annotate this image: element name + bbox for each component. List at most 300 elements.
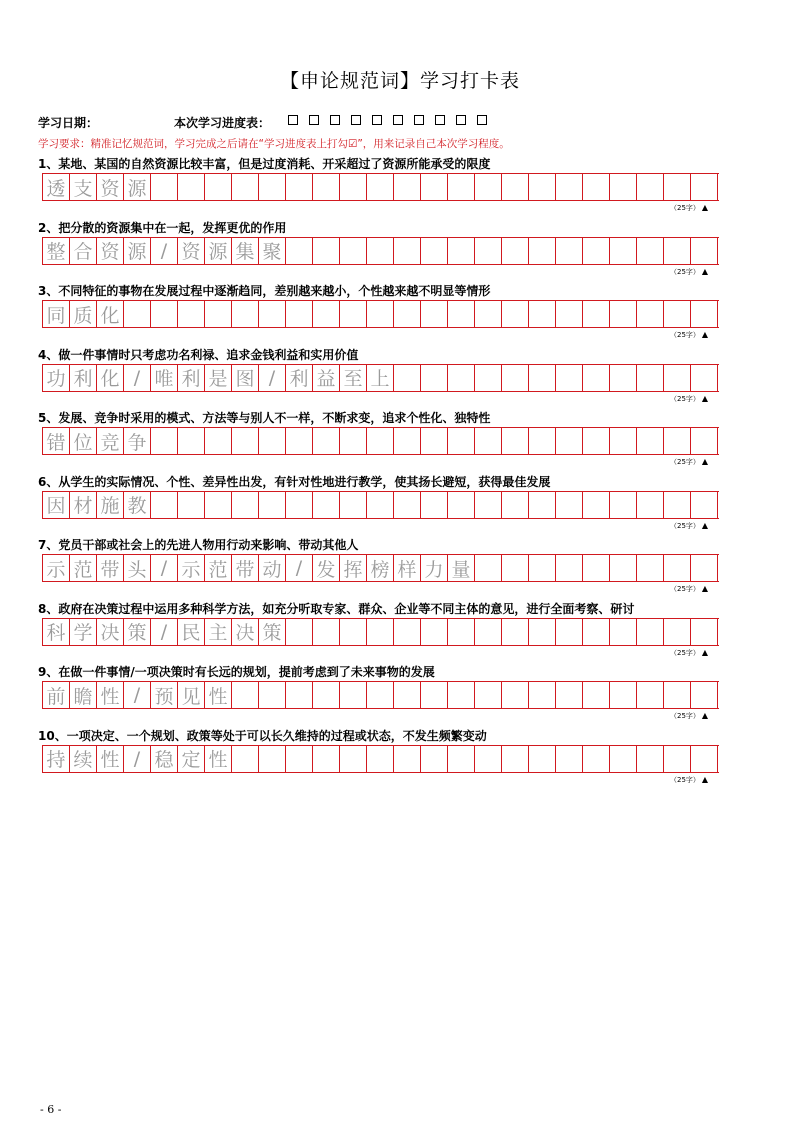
answer-cell[interactable] bbox=[691, 682, 718, 708]
answer-cell[interactable] bbox=[367, 492, 394, 518]
answer-cell[interactable] bbox=[475, 301, 502, 327]
study-requirement: 学习要求：精准记忆规范词，学习完成之后请在“学习进度表上打勾☑”，用来记录自己本次学习程度。 bbox=[38, 138, 510, 150]
answer-cell[interactable] bbox=[151, 174, 178, 200]
answer-cell[interactable] bbox=[394, 492, 421, 518]
answer-cell[interactable] bbox=[502, 746, 529, 772]
answer-cell[interactable] bbox=[637, 682, 664, 708]
answer-cell[interactable]: 施 bbox=[97, 492, 124, 518]
answer-cell[interactable] bbox=[259, 301, 286, 327]
progress-checkbox[interactable] bbox=[330, 115, 340, 125]
answer-cell[interactable] bbox=[205, 492, 232, 518]
answer-cell[interactable] bbox=[367, 238, 394, 264]
char-count-label bbox=[670, 521, 708, 531]
answer-cell[interactable]: / bbox=[151, 619, 178, 645]
answer-cell[interactable]: 带 bbox=[232, 555, 259, 581]
answer-cell[interactable] bbox=[691, 365, 718, 391]
answer-cell[interactable] bbox=[178, 492, 205, 518]
answer-cell[interactable] bbox=[475, 174, 502, 200]
answer-grid bbox=[42, 554, 719, 582]
answer-cell[interactable]: 量 bbox=[448, 555, 475, 581]
answer-cell[interactable] bbox=[421, 619, 448, 645]
answer-cell[interactable] bbox=[637, 746, 664, 772]
char-count-text: （25字） bbox=[670, 331, 700, 339]
answer-cell[interactable]: / bbox=[124, 365, 151, 391]
answer-cell[interactable] bbox=[313, 301, 340, 327]
answer-cell[interactable] bbox=[637, 365, 664, 391]
answer-cell[interactable]: 资 bbox=[178, 238, 205, 264]
answer-cell[interactable]: 图 bbox=[232, 365, 259, 391]
answer-cell[interactable] bbox=[637, 555, 664, 581]
answer-cell[interactable]: / bbox=[151, 555, 178, 581]
answer-cell[interactable] bbox=[394, 301, 421, 327]
answer-cell[interactable] bbox=[529, 428, 556, 454]
answer-grid bbox=[42, 681, 719, 709]
answer-grid bbox=[42, 300, 719, 328]
answer-cell[interactable] bbox=[151, 301, 178, 327]
answer-cell[interactable] bbox=[394, 428, 421, 454]
answer-cell[interactable] bbox=[583, 746, 610, 772]
answer-cell[interactable]: 源 bbox=[205, 238, 232, 264]
answer-cell[interactable] bbox=[394, 682, 421, 708]
answer-cell[interactable] bbox=[286, 682, 313, 708]
answer-cell[interactable] bbox=[556, 682, 583, 708]
answer-cell[interactable] bbox=[583, 682, 610, 708]
answer-cell[interactable]: / bbox=[259, 365, 286, 391]
answer-cell[interactable]: 续 bbox=[70, 746, 97, 772]
question-text: 3、不同特征的事物在发展过程中逐渐趋同，差别越来越小，个性越来越不明显等情形 bbox=[38, 284, 491, 298]
answer-cell[interactable] bbox=[205, 428, 232, 454]
answer-cell[interactable]: 上 bbox=[367, 365, 394, 391]
progress-checkbox[interactable] bbox=[288, 115, 298, 125]
answer-grid bbox=[42, 364, 719, 392]
answer-cell[interactable] bbox=[232, 428, 259, 454]
question-text: 10、一项决定、一个规划、政策等处于可以长久维持的过程或状态，不发生频繁变动 bbox=[38, 728, 487, 743]
answer-cell[interactable] bbox=[691, 238, 718, 264]
char-count-label bbox=[670, 330, 708, 340]
answer-cell[interactable] bbox=[502, 682, 529, 708]
answer-cell[interactable]: 支 bbox=[70, 174, 97, 200]
answer-cell[interactable] bbox=[691, 555, 718, 581]
answer-cell[interactable] bbox=[610, 682, 637, 708]
answer-cell[interactable] bbox=[556, 619, 583, 645]
answer-cell[interactable] bbox=[313, 619, 340, 645]
answer-cell[interactable] bbox=[637, 428, 664, 454]
answer-cell[interactable] bbox=[502, 238, 529, 264]
answer-cell[interactable]: 教 bbox=[124, 492, 151, 518]
progress-checkbox[interactable] bbox=[309, 115, 319, 125]
answer-cell[interactable] bbox=[367, 428, 394, 454]
triangle-marker-icon: ▲ bbox=[701, 330, 709, 339]
answer-cell[interactable]: 性 bbox=[97, 746, 124, 772]
answer-cell[interactable] bbox=[448, 238, 475, 264]
answer-cell[interactable] bbox=[664, 492, 691, 518]
char-count-text: （25字） bbox=[670, 585, 700, 593]
answer-cell[interactable]: 见 bbox=[178, 682, 205, 708]
question-text: 8、政府在决策过程中运用多种科学方法，如充分听取专家、群众、企业等不同主体的意见，进行全面考察、研讨 bbox=[38, 601, 635, 616]
answer-cell[interactable] bbox=[394, 174, 421, 200]
answer-cell[interactable] bbox=[151, 428, 178, 454]
answer-cell[interactable] bbox=[367, 746, 394, 772]
answer-cell[interactable] bbox=[313, 174, 340, 200]
answer-cell[interactable] bbox=[529, 174, 556, 200]
answer-cell[interactable]: 利 bbox=[70, 365, 97, 391]
answer-cell[interactable] bbox=[421, 301, 448, 327]
answer-cell[interactable]: 定 bbox=[178, 746, 205, 772]
answer-cell[interactable]: 性 bbox=[97, 682, 124, 708]
answer-cell[interactable] bbox=[286, 301, 313, 327]
char-count-text: （25字） bbox=[670, 394, 700, 403]
triangle-marker-icon: ▲ bbox=[701, 203, 709, 212]
triangle-marker-icon: ▲ bbox=[701, 584, 709, 593]
answer-cell[interactable] bbox=[448, 492, 475, 518]
answer-cell[interactable] bbox=[421, 365, 448, 391]
answer-cell[interactable]: 主 bbox=[205, 619, 232, 645]
answer-cell[interactable]: 是 bbox=[205, 365, 232, 391]
answer-cell[interactable] bbox=[178, 174, 205, 200]
answer-cell[interactable]: 前 bbox=[43, 682, 70, 708]
answer-cell[interactable]: 挥 bbox=[340, 555, 367, 581]
answer-cell[interactable]: 力 bbox=[421, 555, 448, 581]
answer-cell[interactable]: 利 bbox=[178, 365, 205, 391]
answer-grid bbox=[42, 237, 719, 265]
answer-cell[interactable] bbox=[691, 174, 718, 200]
answer-cell[interactable] bbox=[421, 746, 448, 772]
answer-cell[interactable] bbox=[529, 301, 556, 327]
answer-cell[interactable] bbox=[259, 746, 286, 772]
answer-cell[interactable] bbox=[502, 428, 529, 454]
answer-cell[interactable] bbox=[502, 174, 529, 200]
answer-cell[interactable] bbox=[664, 428, 691, 454]
answer-cell[interactable] bbox=[286, 746, 313, 772]
answer-cell[interactable]: 科 bbox=[43, 619, 70, 645]
progress-checkbox[interactable] bbox=[414, 115, 424, 125]
answer-cell[interactable] bbox=[178, 428, 205, 454]
answer-cell[interactable]: 聚 bbox=[259, 238, 286, 264]
answer-cell[interactable]: 合 bbox=[70, 238, 97, 264]
answer-cell[interactable]: 利 bbox=[286, 365, 313, 391]
answer-cell[interactable]: / bbox=[124, 746, 151, 772]
answer-cell[interactable] bbox=[529, 365, 556, 391]
page-title: 【申论规范词】学习打卡表 bbox=[279, 70, 520, 92]
answer-cell[interactable] bbox=[610, 428, 637, 454]
answer-cell[interactable] bbox=[448, 746, 475, 772]
answer-cell[interactable]: 瞻 bbox=[70, 682, 97, 708]
answer-cell[interactable] bbox=[475, 619, 502, 645]
answer-cell[interactable] bbox=[610, 174, 637, 200]
answer-grid bbox=[42, 618, 719, 646]
answer-cell[interactable] bbox=[394, 365, 421, 391]
answer-cell[interactable] bbox=[232, 746, 259, 772]
answer-cell[interactable] bbox=[421, 428, 448, 454]
answer-cell[interactable] bbox=[556, 174, 583, 200]
answer-cell[interactable] bbox=[664, 746, 691, 772]
answer-cell[interactable] bbox=[502, 301, 529, 327]
answer-cell[interactable] bbox=[313, 238, 340, 264]
answer-cell[interactable]: 竞 bbox=[97, 428, 124, 454]
answer-cell[interactable] bbox=[448, 174, 475, 200]
answer-cell[interactable] bbox=[475, 682, 502, 708]
answer-cell[interactable] bbox=[529, 555, 556, 581]
answer-cell[interactable]: 唯 bbox=[151, 365, 178, 391]
answer-cell[interactable] bbox=[583, 492, 610, 518]
answer-cell[interactable] bbox=[637, 492, 664, 518]
answer-cell[interactable]: 化 bbox=[97, 301, 124, 327]
answer-cell[interactable] bbox=[529, 746, 556, 772]
answer-cell[interactable]: 化 bbox=[97, 365, 124, 391]
answer-cell[interactable] bbox=[529, 619, 556, 645]
char-count-text: （25字） bbox=[670, 648, 700, 657]
answer-cell[interactable] bbox=[394, 238, 421, 264]
answer-cell[interactable]: 民 bbox=[178, 619, 205, 645]
answer-cell[interactable]: 示 bbox=[178, 555, 205, 581]
answer-cell[interactable]: 稳 bbox=[151, 746, 178, 772]
progress-checkbox-group bbox=[288, 115, 498, 125]
answer-cell[interactable]: / bbox=[124, 682, 151, 708]
answer-cell[interactable] bbox=[583, 238, 610, 264]
answer-cell[interactable] bbox=[286, 174, 313, 200]
answer-cell[interactable] bbox=[664, 619, 691, 645]
answer-cell[interactable]: 发 bbox=[313, 555, 340, 581]
answer-cell[interactable] bbox=[367, 682, 394, 708]
answer-cell[interactable] bbox=[556, 301, 583, 327]
answer-cell[interactable] bbox=[691, 428, 718, 454]
answer-cell[interactable] bbox=[610, 301, 637, 327]
answer-cell[interactable]: 榜 bbox=[367, 555, 394, 581]
answer-cell[interactable] bbox=[637, 238, 664, 264]
progress-checkbox[interactable] bbox=[393, 115, 403, 125]
answer-cell[interactable] bbox=[340, 238, 367, 264]
answer-cell[interactable]: 同 bbox=[43, 301, 70, 327]
answer-cell[interactable]: 预 bbox=[151, 682, 178, 708]
answer-cell[interactable] bbox=[610, 238, 637, 264]
answer-cell[interactable] bbox=[556, 492, 583, 518]
answer-cell[interactable] bbox=[340, 682, 367, 708]
answer-grid bbox=[42, 173, 719, 201]
answer-cell[interactable] bbox=[259, 428, 286, 454]
answer-cell[interactable]: 持 bbox=[43, 746, 70, 772]
answer-cell[interactable]: 策 bbox=[124, 619, 151, 645]
progress-checkbox[interactable] bbox=[372, 115, 382, 125]
answer-cell[interactable]: 位 bbox=[70, 428, 97, 454]
answer-cell[interactable] bbox=[637, 301, 664, 327]
answer-cell[interactable] bbox=[556, 746, 583, 772]
meta-row bbox=[38, 114, 738, 132]
answer-cell[interactable] bbox=[610, 492, 637, 518]
answer-cell[interactable]: 学 bbox=[70, 619, 97, 645]
answer-cell[interactable]: / bbox=[151, 238, 178, 264]
char-count-text: （25字） bbox=[670, 521, 700, 530]
answer-cell[interactable]: 因 bbox=[43, 492, 70, 518]
answer-cell[interactable] bbox=[394, 746, 421, 772]
answer-cell[interactable]: 资 bbox=[97, 174, 124, 200]
answer-cell[interactable] bbox=[583, 301, 610, 327]
answer-cell[interactable] bbox=[340, 492, 367, 518]
progress-checkbox[interactable] bbox=[477, 115, 487, 125]
answer-cell[interactable]: 头 bbox=[124, 555, 151, 581]
answer-cell[interactable] bbox=[313, 428, 340, 454]
answer-grid bbox=[42, 745, 719, 773]
answer-cell[interactable]: / bbox=[286, 555, 313, 581]
answer-cell[interactable]: 动 bbox=[259, 555, 286, 581]
answer-cell[interactable] bbox=[583, 365, 610, 391]
answer-cell[interactable]: 材 bbox=[70, 492, 97, 518]
progress-checkbox[interactable] bbox=[435, 115, 445, 125]
char-count-text: （25字） bbox=[670, 775, 700, 784]
answer-cell[interactable] bbox=[610, 365, 637, 391]
question-text: 2、把分散的资源集中在一起，发挥更优的作用 bbox=[38, 220, 287, 235]
answer-cell[interactable] bbox=[259, 174, 286, 200]
answer-cell[interactable] bbox=[664, 174, 691, 200]
answer-cell[interactable] bbox=[556, 555, 583, 581]
answer-cell[interactable]: 资 bbox=[97, 238, 124, 264]
answer-cell[interactable] bbox=[313, 682, 340, 708]
answer-cell[interactable]: 策 bbox=[259, 619, 286, 645]
answer-cell[interactable]: 性 bbox=[205, 746, 232, 772]
answer-cell[interactable] bbox=[583, 174, 610, 200]
answer-cell[interactable] bbox=[664, 365, 691, 391]
answer-cell[interactable]: 范 bbox=[205, 555, 232, 581]
answer-cell[interactable]: 源 bbox=[124, 238, 151, 264]
answer-cell[interactable] bbox=[664, 301, 691, 327]
answer-cell[interactable]: 范 bbox=[70, 555, 97, 581]
answer-cell[interactable]: 错 bbox=[43, 428, 70, 454]
answer-cell[interactable]: 质 bbox=[70, 301, 97, 327]
answer-cell[interactable] bbox=[637, 619, 664, 645]
answer-cell[interactable] bbox=[502, 619, 529, 645]
char-count-label bbox=[670, 267, 708, 277]
answer-cell[interactable] bbox=[583, 555, 610, 581]
answer-cell[interactable] bbox=[286, 619, 313, 645]
answer-cell[interactable] bbox=[610, 555, 637, 581]
answer-cell[interactable] bbox=[124, 301, 151, 327]
answer-cell[interactable]: 带 bbox=[97, 555, 124, 581]
answer-cell[interactable] bbox=[340, 174, 367, 200]
answer-cell[interactable] bbox=[475, 492, 502, 518]
answer-cell[interactable] bbox=[691, 301, 718, 327]
char-count-label bbox=[670, 457, 708, 467]
answer-cell[interactable] bbox=[286, 428, 313, 454]
answer-cell[interactable] bbox=[259, 492, 286, 518]
answer-cell[interactable] bbox=[286, 492, 313, 518]
answer-cell[interactable] bbox=[502, 365, 529, 391]
answer-cell[interactable] bbox=[178, 301, 205, 327]
answer-cell[interactable] bbox=[151, 492, 178, 518]
answer-cell[interactable]: 功 bbox=[43, 365, 70, 391]
answer-cell[interactable] bbox=[556, 365, 583, 391]
answer-cell[interactable]: 集 bbox=[232, 238, 259, 264]
answer-cell[interactable] bbox=[502, 492, 529, 518]
answer-cell[interactable] bbox=[232, 301, 259, 327]
answer-cell[interactable] bbox=[448, 301, 475, 327]
char-count-text: （25字） bbox=[670, 267, 700, 276]
answer-cell[interactable]: 源 bbox=[124, 174, 151, 200]
triangle-marker-icon: ▲ bbox=[701, 647, 709, 657]
answer-cell[interactable] bbox=[529, 238, 556, 264]
answer-cell[interactable] bbox=[529, 682, 556, 708]
answer-cell[interactable] bbox=[232, 682, 259, 708]
answer-cell[interactable] bbox=[313, 746, 340, 772]
answer-cell[interactable] bbox=[259, 682, 286, 708]
answer-cell[interactable] bbox=[475, 238, 502, 264]
answer-cell[interactable]: 示 bbox=[43, 555, 70, 581]
answer-cell[interactable] bbox=[556, 428, 583, 454]
answer-cell[interactable] bbox=[610, 746, 637, 772]
answer-cell[interactable]: 性 bbox=[205, 682, 232, 708]
answer-cell[interactable] bbox=[421, 238, 448, 264]
answer-cell[interactable] bbox=[340, 301, 367, 327]
answer-cell[interactable] bbox=[205, 174, 232, 200]
answer-cell[interactable] bbox=[475, 365, 502, 391]
answer-cell[interactable] bbox=[691, 492, 718, 518]
progress-checkbox[interactable] bbox=[351, 115, 361, 125]
triangle-marker-icon: ▲ bbox=[701, 457, 709, 466]
answer-cell[interactable] bbox=[664, 555, 691, 581]
answer-cell[interactable] bbox=[394, 619, 421, 645]
char-count-text: （25字） bbox=[670, 458, 700, 466]
answer-cell[interactable]: 决 bbox=[232, 619, 259, 645]
question-text: 9、在做一件事情/一项决策时有长远的规划，提前考虑到了未来事物的发展 bbox=[38, 665, 435, 679]
answer-cell[interactable]: 争 bbox=[124, 428, 151, 454]
answer-cell[interactable]: 益 bbox=[313, 365, 340, 391]
answer-cell[interactable] bbox=[448, 428, 475, 454]
question-text: 5、发展、竞争时采用的模式、方法等与别人不一样，不断求变，追求个性化、独特性 bbox=[38, 411, 491, 425]
answer-grid bbox=[42, 491, 719, 519]
answer-cell[interactable]: 至 bbox=[340, 365, 367, 391]
answer-cell[interactable] bbox=[205, 301, 232, 327]
answer-cell[interactable] bbox=[529, 492, 556, 518]
answer-cell[interactable] bbox=[502, 555, 529, 581]
answer-cell[interactable] bbox=[313, 492, 340, 518]
answer-cell[interactable] bbox=[340, 619, 367, 645]
answer-cell[interactable]: 整 bbox=[43, 238, 70, 264]
answer-cell[interactable] bbox=[340, 428, 367, 454]
answer-cell[interactable] bbox=[448, 365, 475, 391]
progress-label: 本次学习进度表： bbox=[174, 116, 271, 130]
answer-cell[interactable] bbox=[475, 428, 502, 454]
answer-cell[interactable] bbox=[664, 682, 691, 708]
answer-cell[interactable] bbox=[610, 619, 637, 645]
answer-cell[interactable] bbox=[232, 174, 259, 200]
answer-cell[interactable] bbox=[556, 238, 583, 264]
answer-cell[interactable] bbox=[232, 492, 259, 518]
answer-grid bbox=[42, 427, 719, 455]
answer-cell[interactable]: 决 bbox=[97, 619, 124, 645]
answer-cell[interactable] bbox=[421, 682, 448, 708]
question-text: 7、党员干部或社会上的先进人物用行动来影响、带动其他人 bbox=[38, 538, 359, 552]
answer-cell[interactable] bbox=[286, 238, 313, 264]
answer-cell[interactable] bbox=[421, 174, 448, 200]
answer-cell[interactable] bbox=[691, 746, 718, 772]
answer-cell[interactable] bbox=[637, 174, 664, 200]
triangle-marker-icon: ▲ bbox=[701, 774, 709, 784]
answer-cell[interactable]: 透 bbox=[43, 174, 70, 200]
answer-cell[interactable] bbox=[583, 428, 610, 454]
answer-cell[interactable]: 样 bbox=[394, 555, 421, 581]
answer-cell[interactable] bbox=[367, 619, 394, 645]
answer-cell[interactable] bbox=[421, 492, 448, 518]
progress-checkbox[interactable] bbox=[456, 115, 466, 125]
answer-cell[interactable] bbox=[475, 555, 502, 581]
answer-cell[interactable] bbox=[475, 746, 502, 772]
answer-cell[interactable] bbox=[583, 619, 610, 645]
answer-cell[interactable] bbox=[448, 619, 475, 645]
answer-cell[interactable] bbox=[367, 174, 394, 200]
answer-cell[interactable] bbox=[691, 619, 718, 645]
answer-cell[interactable] bbox=[664, 238, 691, 264]
answer-cell[interactable] bbox=[448, 682, 475, 708]
answer-cell[interactable] bbox=[340, 746, 367, 772]
answer-cell[interactable] bbox=[367, 301, 394, 327]
